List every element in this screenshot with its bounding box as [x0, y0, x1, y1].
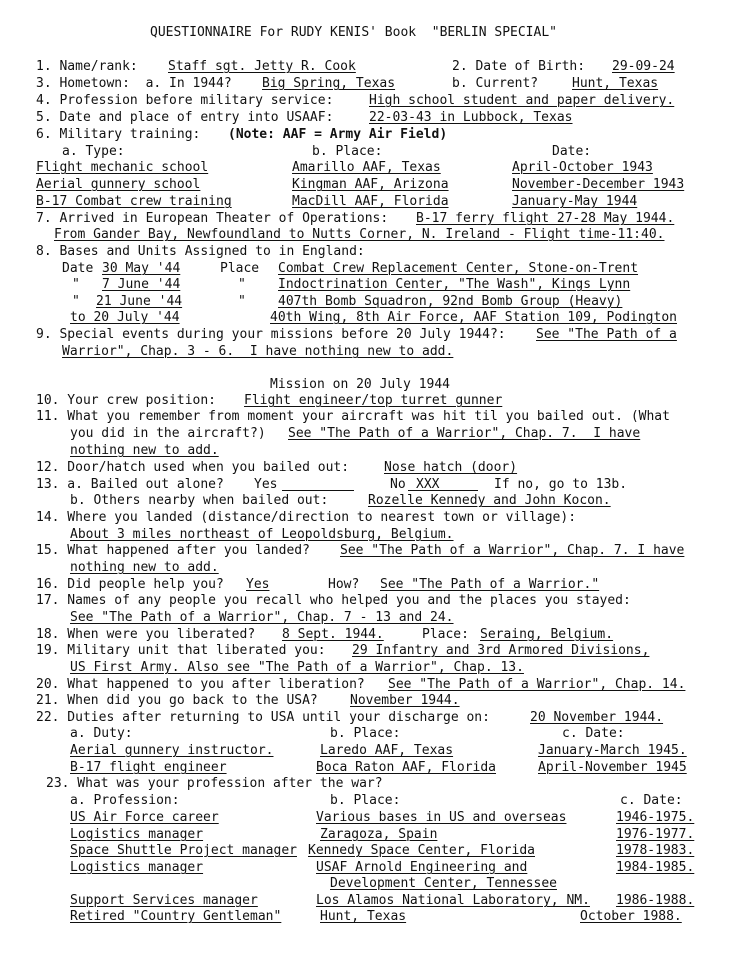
q22-col-duty: a. Duty: — [70, 726, 133, 741]
ditto-mark: " — [238, 277, 246, 292]
q6-row-date: April-October 1943 — [512, 160, 653, 175]
q11-value-3: nothing new to add. — [70, 443, 219, 458]
q13-no-mark: XXX — [416, 477, 440, 492]
q8-row-date: 7 June '44 — [102, 277, 181, 292]
q9-value-2: Warrior", Chap. 3 - 6. I have nothing new to add. — [62, 344, 454, 359]
q8-row-place: 40th Wing, 8th Air Force, AAF Station 109, Podington — [270, 310, 677, 325]
q11-label-1: 11. What you remember from moment your aircraft was hit til you bailed out. (What — [36, 409, 670, 424]
q23-row-place: Development Center, Tennessee — [330, 876, 557, 891]
q6-label: 6. Military training: — [36, 127, 201, 142]
q20-value: See "The Path of a Warrior", Chap. 14. — [388, 677, 686, 692]
q22-col-date: c. Date: — [562, 726, 625, 741]
q2-label: 2. Date of Birth: — [452, 59, 586, 74]
q23-col-date: c. Date: — [620, 793, 683, 808]
q8-row-place: Indoctrination Center, "The Wash", Kings Lynn — [278, 277, 631, 292]
q6-row-type: Aerial gunnery school — [36, 177, 201, 192]
q11-value-2: See "The Path of a Warrior", Chap. 7. I have — [288, 426, 641, 441]
q13-yes-blank — [282, 490, 354, 491]
q5-value: 22-03-43 in Lubbock, Texas — [369, 110, 573, 125]
q8-label: 8. Bases and Units Assigned to in England: — [36, 244, 365, 259]
q7-value-2: From Gander Bay, Newfoundland to Nutts Corner, N. Ireland - Flight time-11:40. — [54, 227, 665, 242]
q4-label: 4. Profession before military service: — [36, 93, 334, 108]
q16-label-2: How? — [328, 577, 360, 592]
q22-label: 22. Duties after returning to USA until your discharge on: — [36, 710, 490, 725]
q16-value: Yes — [246, 577, 270, 592]
q13-if-no: If no, go to 13b. — [494, 477, 628, 492]
q2-value: 29-09-24 — [612, 59, 675, 74]
q11-label-2: you did in the aircraft?) — [70, 426, 266, 441]
q5-label: 5. Date and place of entry into USAAF: — [36, 110, 334, 125]
q23-col-place: b. Place: — [330, 793, 401, 808]
q6-row-type: Flight mechanic school — [36, 160, 209, 175]
q19-value-2: US First Army. Also see "The Path of a Warrior", Chap. 13. — [70, 660, 524, 675]
q9-label: 9. Special events during your missions before 20 July 1944?: — [36, 327, 506, 342]
q7-label: 7. Arrived in European Theater of Operations: — [36, 211, 389, 226]
q22-row-duty: B-17 flight engineer — [70, 760, 227, 775]
q1-label: 1. Name/rank: — [36, 59, 138, 74]
q8-row-place: Combat Crew Replacement Center, Stone-on-Trent — [278, 261, 639, 276]
q13-no: No — [390, 477, 406, 492]
q17-value: See "The Path of a Warrior", Chap. 7 - 13 and 24. — [70, 610, 454, 625]
q3-value-b: Hunt, Texas — [572, 76, 659, 91]
ditto-mark: " — [72, 277, 80, 292]
q23-row-date: October 1988. — [580, 909, 682, 924]
q6-note: (Note: AAF = Army Air Field) — [228, 127, 448, 142]
q8-place-label: Place — [220, 261, 260, 276]
q23-row-place: Los Alamos National Laboratory, NM. — [316, 893, 590, 908]
q22-row-date: January-March 1945. — [538, 743, 687, 758]
q13-label-a: 13. a. Bailed out alone? — [36, 477, 224, 492]
q23-row-place: Various bases in US and overseas — [316, 810, 567, 825]
q14-label: 14. Where you landed (distance/direction to nearest town or village): — [36, 510, 577, 525]
q23-col-profession: a. Profession: — [70, 793, 180, 808]
q23-row-profession: Logistics manager — [70, 860, 204, 875]
q6-row-date: November-December 1943 — [512, 177, 685, 192]
q6-row-place: MacDill AAF, Florida — [292, 194, 449, 209]
q22-col-place: b. Place: — [330, 726, 401, 741]
q10-value: Flight engineer/top turret gunner — [244, 393, 503, 408]
q18-label: 18. When were you liberated? — [36, 627, 256, 642]
q14-value: About 3 miles northeast of Leopoldsburg, Belgium. — [70, 527, 454, 542]
q10-label: 10. Your crew position: — [36, 393, 217, 408]
q1-value: Staff sgt. Jetty R. Cook — [168, 59, 356, 74]
page-title: QUESTIONNAIRE For RUDY KENIS' Book "BERLIN SPECIAL" — [150, 25, 557, 40]
q6-row-date: January-May 1944 — [512, 194, 638, 209]
q3-label-b: b. Current? — [452, 76, 539, 91]
q23-row-date: 1946-1975. — [616, 810, 695, 825]
q23-row-profession: Space Shuttle Project manager — [70, 843, 297, 858]
q6-col-type: a. Type: — [62, 144, 125, 159]
q6-row-place: Amarillo AAF, Texas — [292, 160, 441, 175]
q23-row-profession: Logistics manager — [70, 827, 204, 842]
q18-value-2: Seraing, Belgium. — [480, 627, 614, 642]
q7-value-1: B-17 ferry flight 27-28 May 1944. — [416, 211, 675, 226]
q3-label: 3. Hometown: a. In 1944? — [36, 76, 232, 91]
q6-row-place: Kingman AAF, Arizona — [292, 177, 449, 192]
q19-label: 19. Military unit that liberated you: — [36, 643, 326, 658]
q16-label: 16. Did people help you? — [36, 577, 224, 592]
q21-label: 21. When did you go back to the USA? — [36, 693, 318, 708]
q23-row-place: Zaragoza, Spain — [320, 827, 438, 842]
q23-row-profession: Support Services manager — [70, 893, 258, 908]
q12-label: 12. Door/hatch used when you bailed out: — [36, 460, 350, 475]
q12-value: Nose hatch (door) — [384, 460, 518, 475]
q22-row-date: April-November 1945 — [538, 760, 687, 775]
q13-yes: Yes — [254, 477, 278, 492]
q9-value-1: See "The Path of a — [536, 327, 677, 342]
q22-row-duty: Aerial gunnery instructor. — [70, 743, 274, 758]
q15-label: 15. What happened after you landed? — [36, 543, 310, 558]
q23-label: 23. What was your profession after the war? — [46, 776, 383, 791]
q22-row-place: Laredo AAF, Texas — [320, 743, 454, 758]
q22-row-place: Boca Raton AAF, Florida — [316, 760, 497, 775]
q21-value: November 1944. — [350, 693, 460, 708]
q15-value-2: nothing new to add. — [70, 560, 219, 575]
q15-value-1: See "The Path of a Warrior", Chap. 7. I have — [340, 543, 685, 558]
q8-row-date: 21 June '44 — [96, 294, 183, 309]
q4-value: High school student and paper delivery. — [369, 93, 675, 108]
q23-row-date: 1976-1977. — [616, 827, 695, 842]
q23-row-place: Hunt, Texas — [320, 909, 407, 924]
q13-value-b: Rozelle Kennedy and John Kocon. — [368, 493, 611, 508]
q8-row-place: 407th Bomb Squadron, 92nd Bomb Group (Heavy) — [278, 294, 623, 309]
q6-col-date: Date: — [552, 144, 592, 159]
q6-col-place: b. Place: — [312, 144, 383, 159]
q19-value-1: 29 Infantry and 3rd Armored Divisions, — [352, 643, 650, 658]
q23-row-date: 1984-1985. — [616, 860, 695, 875]
q18-label-2: Place: — [422, 627, 469, 642]
q23-row-date: 1986-1988. — [616, 893, 695, 908]
q23-row-date: 1978-1983. — [616, 843, 695, 858]
q13-no-blank — [408, 490, 478, 491]
q8-row-date: to 20 July '44 — [70, 310, 180, 325]
ditto-mark: " — [72, 294, 80, 309]
mission-heading: Mission on 20 July 1944 — [270, 377, 451, 392]
q6-row-type: B-17 Combat crew training — [36, 194, 232, 209]
q23-row-profession: Retired "Country Gentleman" — [70, 909, 282, 924]
q23-row-place: USAF Arnold Engineering and — [316, 860, 528, 875]
q23-row-place: Kennedy Space Center, Florida — [308, 843, 535, 858]
q16-value-2: See "The Path of a Warrior." — [380, 577, 600, 592]
q8-row-date: 30 May '44 — [102, 261, 181, 276]
q17-label: 17. Names of any people you recall who helped you and the places you stayed: — [36, 593, 631, 608]
q22-value: 20 November 1944. — [530, 710, 664, 725]
q8-date-label: Date — [62, 261, 94, 276]
q3-value: Big Spring, Texas — [262, 76, 396, 91]
q13-label-b: b. Others nearby when bailed out: — [70, 493, 329, 508]
q20-label: 20. What happened to you after liberation? — [36, 677, 365, 692]
ditto-mark: " — [238, 294, 246, 309]
q18-value: 8 Sept. 1944. — [282, 627, 384, 642]
q23-row-profession: US Air Force career — [70, 810, 219, 825]
